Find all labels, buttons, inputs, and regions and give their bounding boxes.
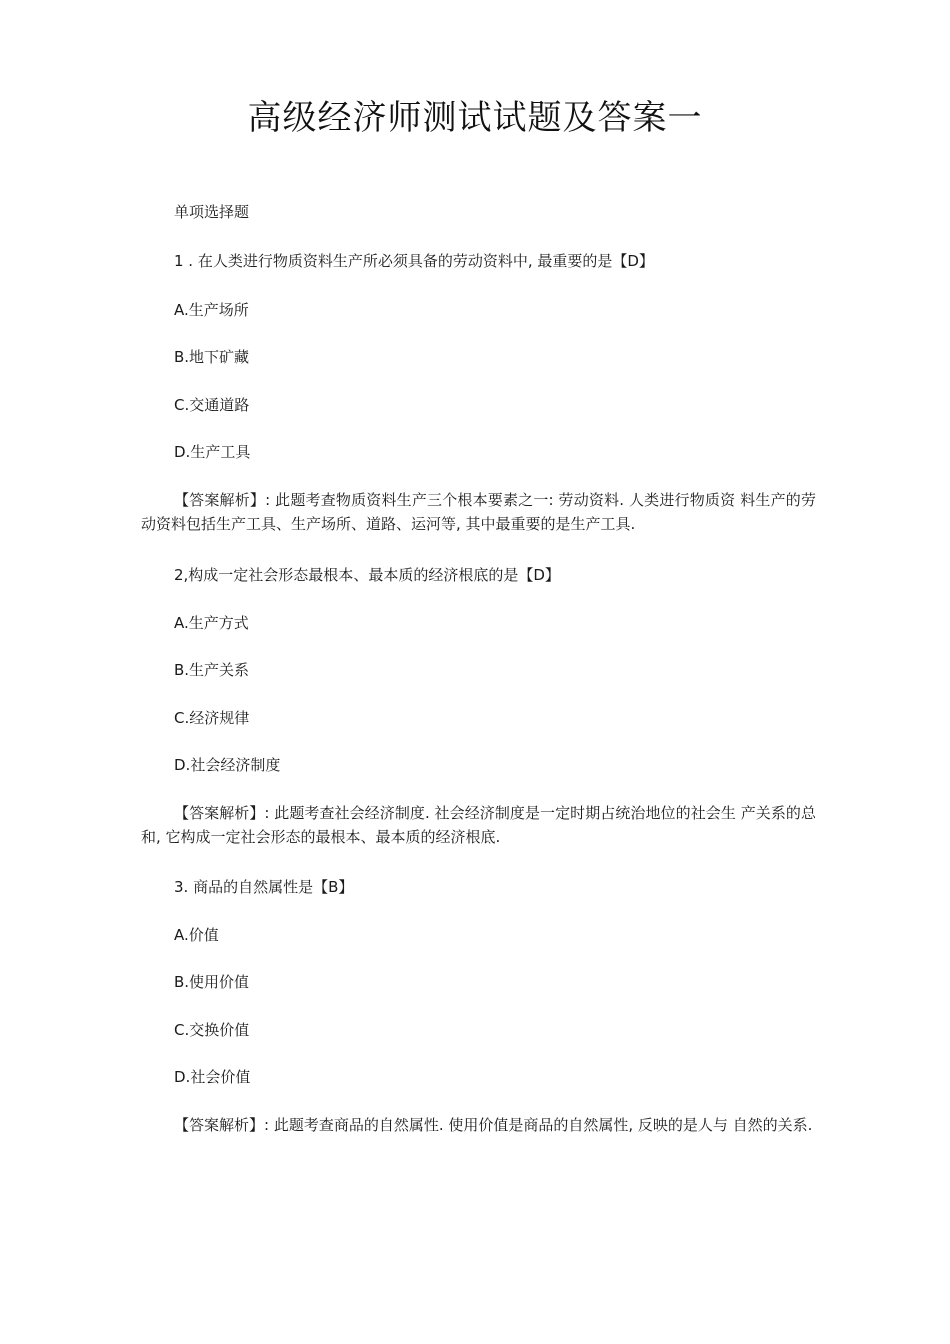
question-1-option-b: B.地下矿藏	[174, 348, 250, 366]
page-title: 高级经济师测试试题及答案一	[247, 98, 703, 138]
question-1-analysis: 【答案解析】: 此题考查物质资料生产三个根本要素之一: 劳动资料. 人类进行物质资 料生产的劳动资料包括生产工具、生产场所、道路、运河等, 其中最重要的是生产工具.	[141, 491, 816, 533]
question-1-option-c: C.交通道路	[174, 396, 250, 414]
question-3-analysis: 【答案解析】: 此题考查商品的自然属性. 使用价值是商品的自然属性, 反映的是人与 自然的关系.	[174, 1116, 813, 1134]
question-3-option-c: C.交换价值	[174, 1021, 250, 1039]
question-1-option-a: A.生产场所	[174, 301, 249, 319]
question-3: 3. 商品的自然属性是【B】	[174, 878, 354, 896]
question-1: 1 . 在人类进行物质资料生产所必须具备的劳动资料中, 最重要的是【D】	[174, 252, 654, 270]
question-2-analysis: 【答案解析】: 此题考查社会经济制度. 社会经济制度是一定时期占统治地位的社会生 产关系的总和, 它构成一定社会形态的最根本、最本质的经济根底.	[141, 804, 816, 846]
question-2: 2,构成一定社会形态最根本、最本质的经济根底的是【D】	[174, 566, 560, 584]
question-2-option-b: B.生产关系	[174, 661, 250, 679]
question-2-option-d: D.社会经济制度	[174, 756, 281, 774]
question-1-option-d: D.生产工具	[174, 443, 251, 461]
question-3-option-a: A.价值	[174, 926, 219, 944]
section-heading: 单项选择题	[174, 203, 250, 221]
question-3-option-d: D.社会价值	[174, 1068, 251, 1086]
question-2-option-c: C.经济规律	[174, 709, 250, 727]
question-2-option-a: A.生产方式	[174, 614, 249, 632]
question-3-option-b: B.使用价值	[174, 973, 250, 991]
